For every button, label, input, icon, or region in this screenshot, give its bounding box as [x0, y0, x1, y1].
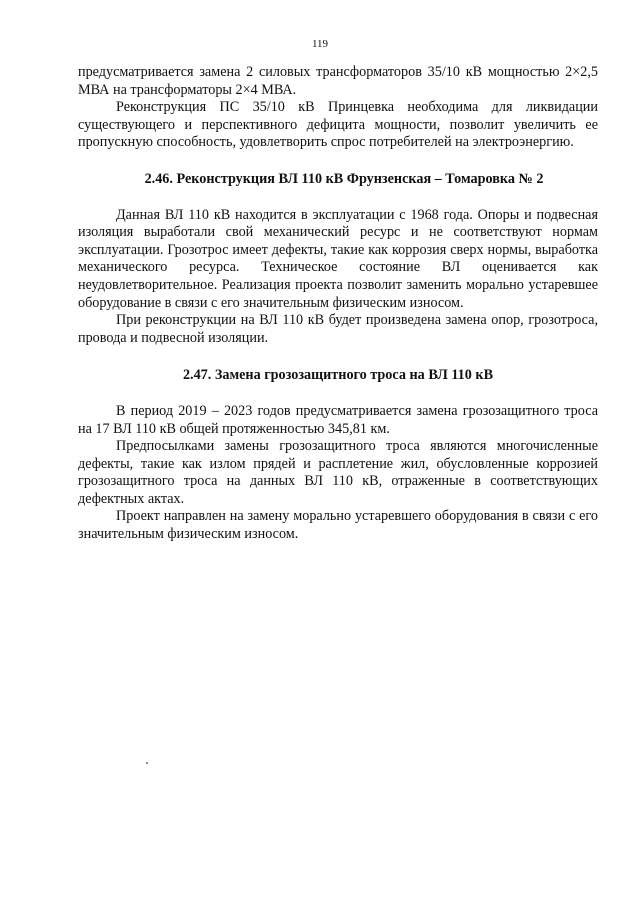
section-heading-2-46: 2.46. Реконструкция ВЛ 110 кВ Фрунзенская – Томаровка № 2: [144, 170, 544, 187]
section-2-47-paragraph-2: Предпосылками замены грозозащитного троса являются многочисленные дефекты, такие как излом прядей и расплетение жил, обусловленные коррозией грозозащитного троса на данных ВЛ 110 кВ, отраженные в соответствующих дефектных актах.: [78, 438, 598, 507]
document-body: [78, 64, 598, 544]
scan-speck: [146, 762, 148, 764]
section-2-46-paragraph-1: Данная ВЛ 110 кВ находится в эксплуатации с 1968 года. Опоры и подвесная изоляция выработали свой механический ресурс и не соответствуют нормам эксплуатации. Грозотрос имеет дефекты, такие как коррозия сверх нормы, выработка механического ресурса. Техническое состояние ВЛ оценивается как неудовлетворительное. Реализация проекта позволит заменить морально устаревшее оборудование в связи с его значительным физическим износом.: [78, 206, 598, 311]
intro-paragraph-2: Реконструкция ПС 35/10 кВ Принцевка необходима для ликвидации существующего и перспективного дефицита мощности, позволит увеличить ее пропускную способность, удовлетворить спрос потребителей на электроэнергию.: [78, 99, 598, 151]
section-2-47-paragraph-3: Проект направлен на замену морально устаревшего оборудования в связи с его значительным физическим износом.: [78, 508, 598, 543]
section-2-47-paragraph-1: В период 2019 – 2023 годов предусматривается замена грозозащитного троса на 17 ВЛ 110 кВ общей протяженностью 345,81 км.: [78, 402, 598, 437]
section-2-46-paragraph-2: При реконструкции на ВЛ 110 кВ будет произведена замена опор, грозотроса, провода и подвесной изоляции.: [78, 312, 598, 346]
page-number: 119: [311, 38, 329, 50]
intro-paragraph-1: предусматривается замена 2 силовых трансформаторов 35/10 кВ мощностью 2×2,5 МВА на трансформаторы 2×4 МВА.: [78, 64, 598, 98]
section-heading-2-47: 2.47. Замена грозозащитного троса на ВЛ 110 кВ: [182, 367, 494, 384]
